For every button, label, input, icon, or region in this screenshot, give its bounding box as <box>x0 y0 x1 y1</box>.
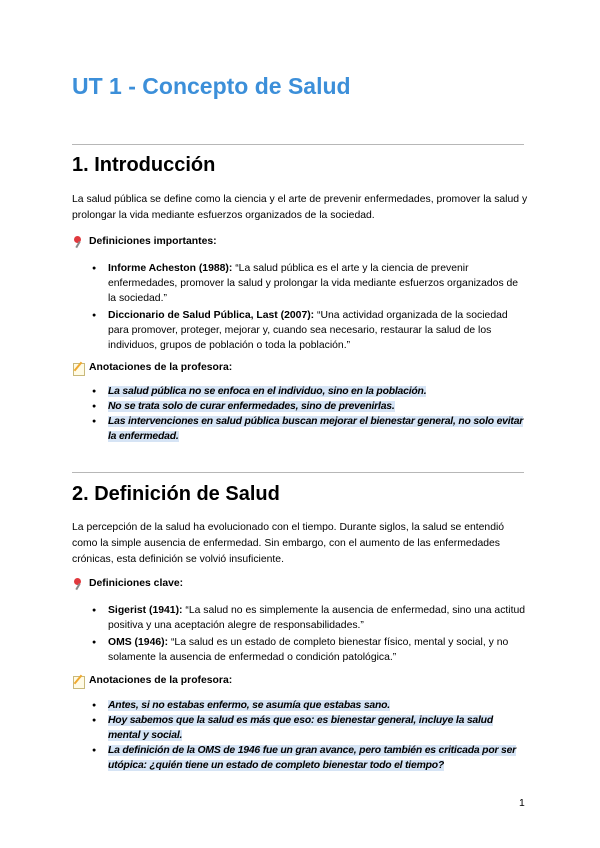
definitions-heading <box>72 235 217 248</box>
note-text: Las intervenciones en salud pública buscan mejorar el bienestar general, no solo evitar la enfermedad. <box>108 416 524 442</box>
note-text: La salud pública no se enfoca en el individuo, sino en la población. <box>108 386 427 397</box>
definition-text: “Una actividad organizada de la sociedad para promover, proteger, mejorar y, cuando sea necesario, restaurar la salud de los individuos, grupos de población o toda la población.” <box>108 310 508 351</box>
definition-term: Diccionario de Salud Pública, Last (2007): <box>108 310 315 321</box>
notes-heading <box>72 674 232 687</box>
definition-text: “La salud no es simplemente la ausencia de enfermedad, sino una actitud positiva y una aceptación alegre de responsabilidades.” <box>108 605 526 631</box>
section-heading-introduccion: 1. Introducción <box>72 154 216 176</box>
list-item <box>92 603 526 633</box>
note-text: No se trata solo de curar enfermedades, sino de prevenirlas. <box>108 401 395 412</box>
list-item <box>92 743 526 773</box>
notes-heading-label: Anotaciones de la profesora: <box>89 675 233 686</box>
note-text: Antes, si no estabas enfermo, se asumía que estabas sano. <box>108 700 390 711</box>
definitions-list <box>92 603 526 665</box>
definition-term: Sigerist (1941): <box>108 605 183 616</box>
notes-list <box>92 698 526 773</box>
list-item <box>92 384 526 399</box>
list-item <box>92 698 526 713</box>
list-item <box>92 308 526 353</box>
memo-icon <box>72 674 85 687</box>
definition-text: “La salud pública es el arte y la ciencia de prevenir enfermedades, promover la salud y prolongar la vida mediante esfuerzos organizados de la sociedad.” <box>108 263 519 304</box>
pushpin-icon <box>72 577 85 590</box>
definitions-heading-label: Definiciones importantes: <box>89 236 217 247</box>
divider <box>72 144 524 145</box>
section-heading-definicion-salud: 2. Definición de Salud <box>72 483 280 505</box>
definitions-list <box>92 261 526 353</box>
definition-term: OMS (1946): <box>108 637 169 648</box>
note-text: La definición de la OMS de 1946 fue un gran avance, pero también es criticada por ser utópica: ¿quién tiene un estado de completo bienestar todo el tiempo? <box>108 745 516 771</box>
notes-heading-label: Anotaciones de la profesora: <box>89 362 233 373</box>
definition-term: Informe Acheston (1988): <box>108 263 233 274</box>
definition-text: “La salud es un estado de completo bienestar físico, mental y social, y no solamente la ausencia de enfermedad o condición patológica.” <box>108 637 509 663</box>
list-item <box>92 713 526 743</box>
list-item <box>92 414 526 444</box>
memo-icon <box>72 361 85 374</box>
pushpin-icon <box>72 235 85 248</box>
definition-paragraph: La percepción de la salud ha evolucionado con el tiempo. Durante siglos, la salud se entendió como la simple ausencia de enfermedad. Sin embargo, con el aumento de las enfermedades crónicas, esta definición se volvió insuficiente. <box>72 522 505 565</box>
definitions-heading <box>72 577 183 590</box>
list-item <box>92 261 526 306</box>
notes-list <box>92 384 526 444</box>
notes-heading <box>72 361 232 374</box>
document-title: UT 1 - Concepto de Salud <box>72 73 351 99</box>
intro-paragraph: La salud pública se define como la ciencia y el arte de prevenir enfermedades, promover la salud y prolongar la vida mediante esfuerzos organizados de la sociedad. <box>72 194 528 221</box>
definitions-heading-label: Definiciones clave: <box>89 578 184 589</box>
divider <box>72 472 524 473</box>
list-item <box>92 399 526 414</box>
list-item <box>92 635 526 665</box>
page-number: 1 <box>519 798 525 809</box>
note-text: Hoy sabemos que la salud es más que eso: es bienestar general, incluye la salud mental y social. <box>108 715 493 741</box>
